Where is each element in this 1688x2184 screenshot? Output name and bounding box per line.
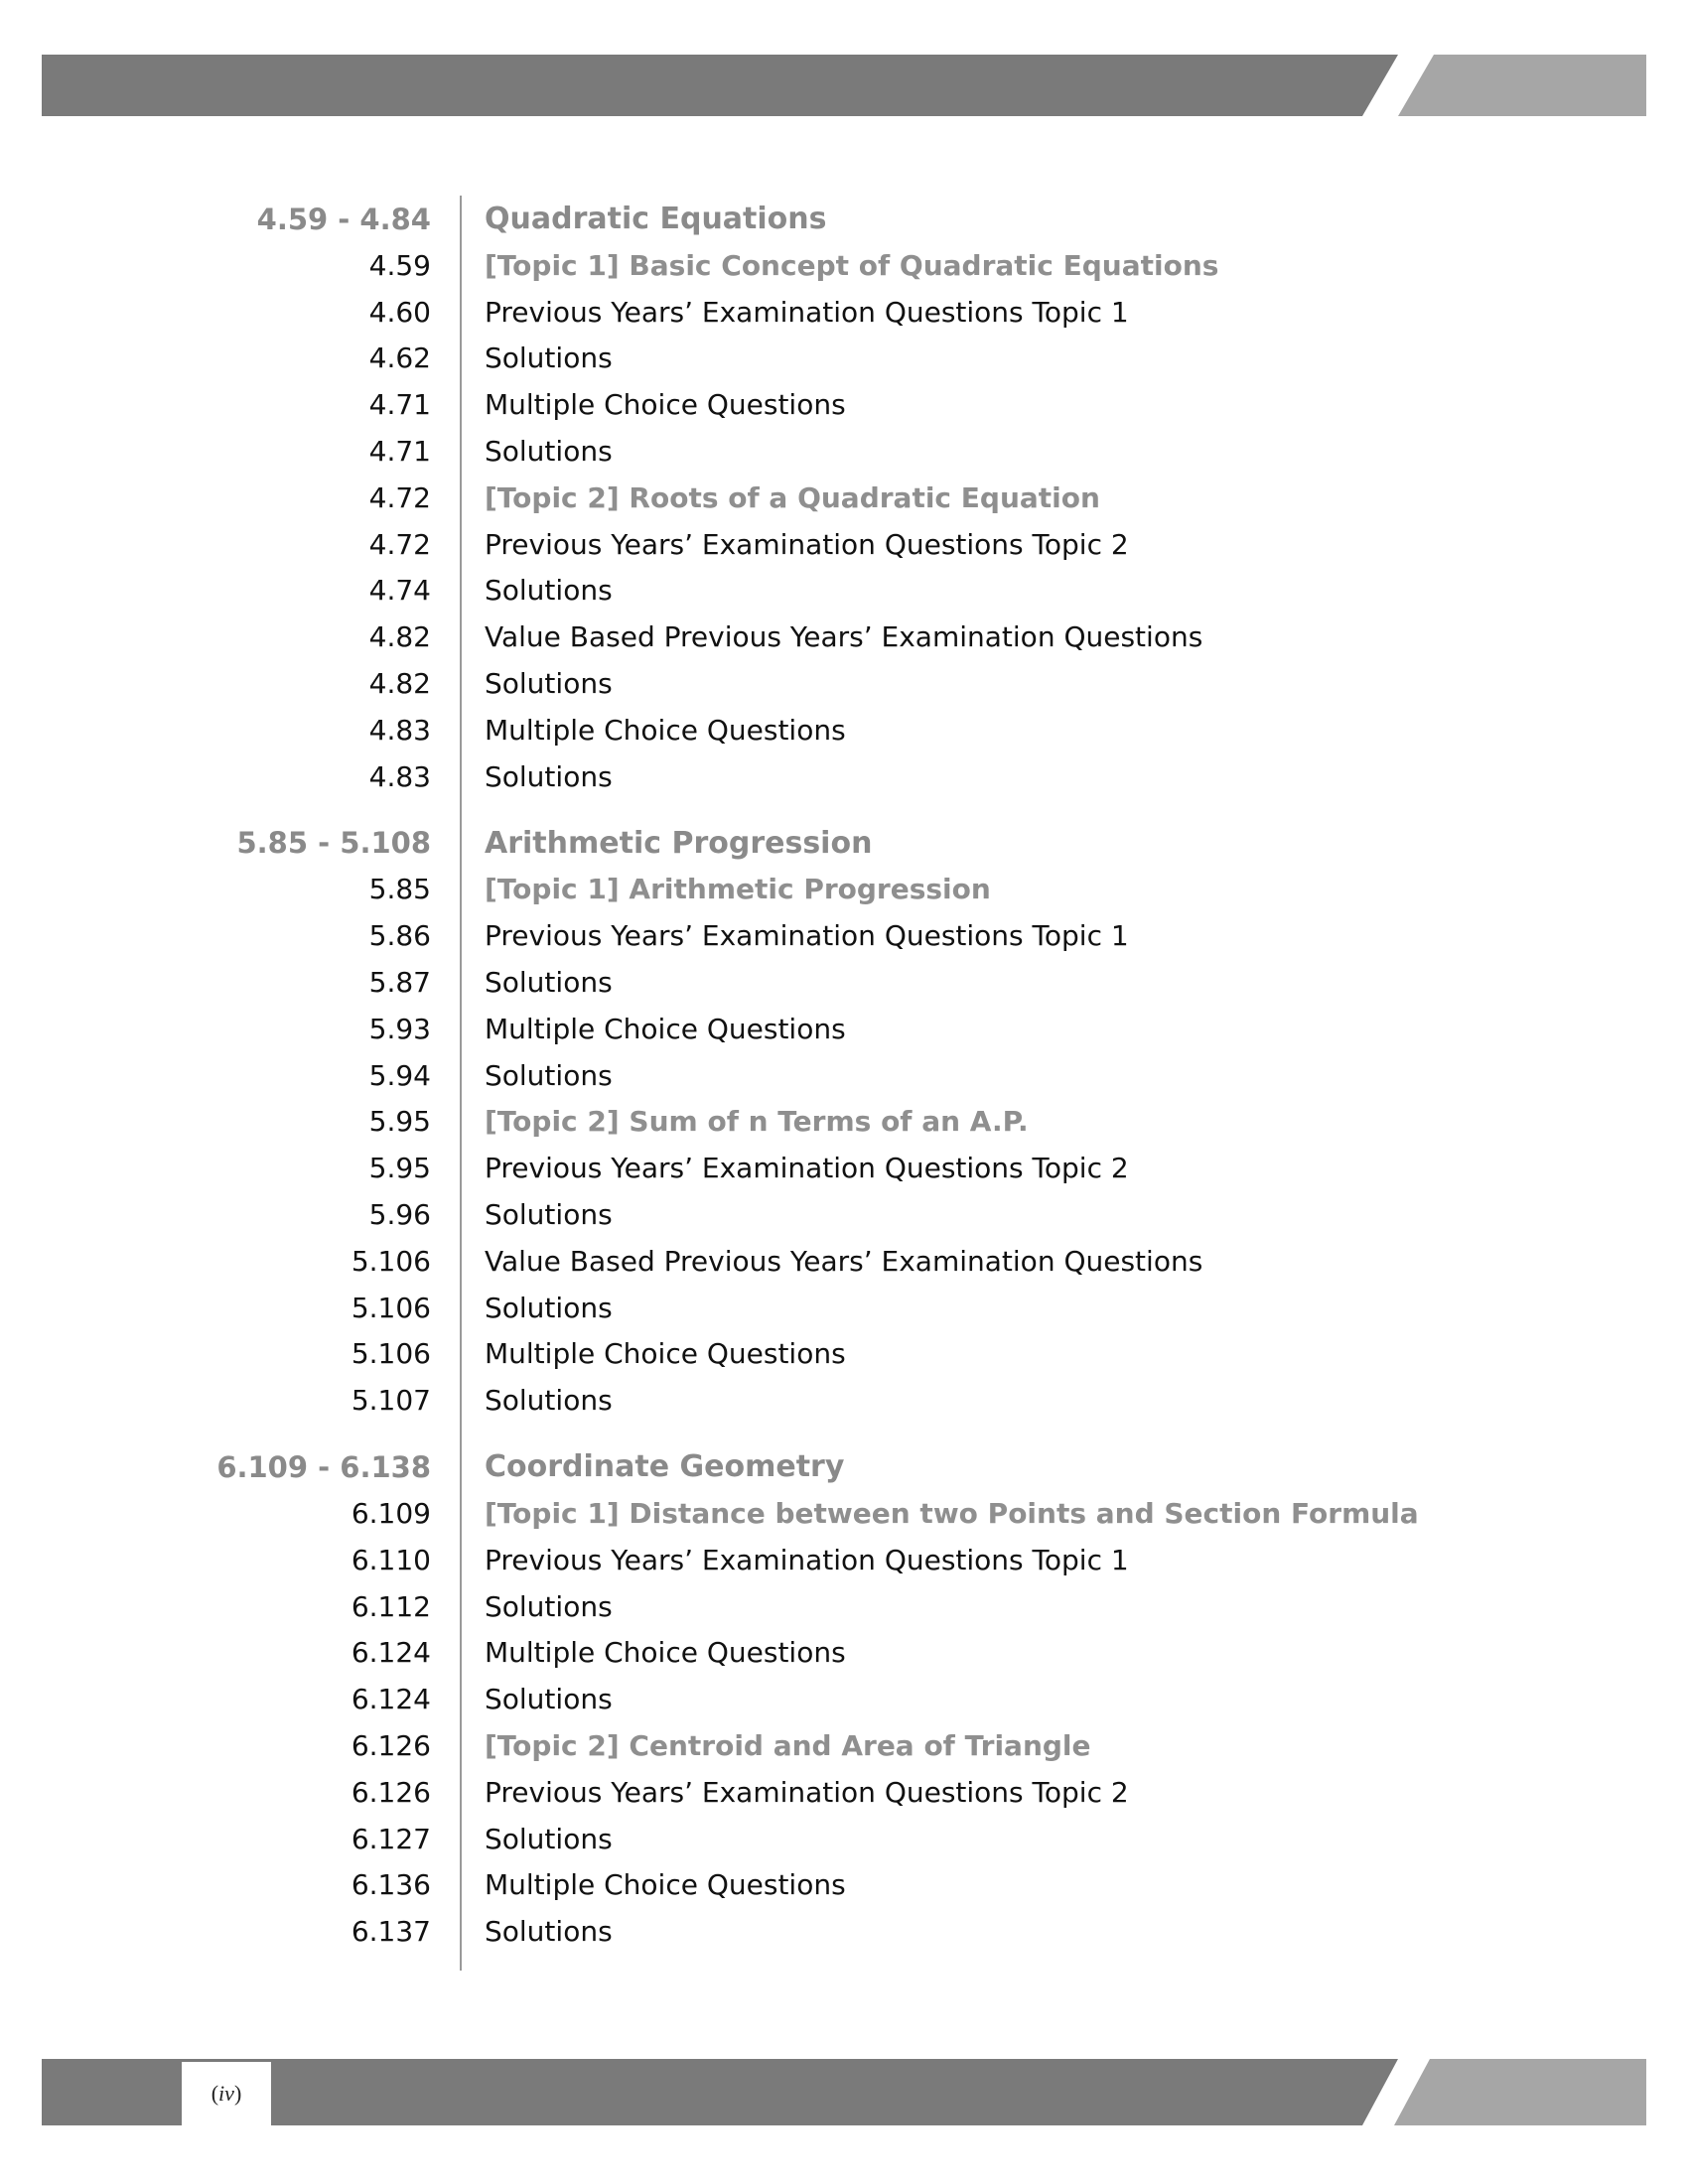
entry-page-number: 6.136 <box>351 1868 431 1902</box>
header-bar-dark <box>42 55 1398 116</box>
toc-entry[interactable] <box>0 1583 1688 1630</box>
toc-entry[interactable] <box>0 568 1688 614</box>
entry-page-number: 6.126 <box>351 1729 431 1762</box>
entry-title: Solutions <box>485 1822 613 1855</box>
toc-entry[interactable] <box>0 912 1688 959</box>
entry-page-number: 4.60 <box>368 295 431 329</box>
entry-page-number: 5.106 <box>351 1244 431 1278</box>
toc-entry[interactable] <box>0 1238 1688 1285</box>
entry-page-number: 6.110 <box>351 1543 431 1576</box>
entry-page-number: 4.71 <box>368 435 431 469</box>
entry-title: [Topic 2] Roots of a Quadratic Equation <box>485 480 1100 514</box>
toc-entry[interactable] <box>0 1537 1688 1583</box>
toc-entry[interactable] <box>0 336 1688 382</box>
topic-heading[interactable] <box>0 867 1688 913</box>
entry-title: Solutions <box>485 1198 613 1232</box>
entry-title: [Topic 1] Distance between two Points and Section Formula <box>485 1497 1419 1531</box>
toc-entry[interactable] <box>0 959 1688 1006</box>
entry-title: Previous Years’ Examination Questions Topic 2 <box>485 1775 1129 1809</box>
chapter-page-range: 6.109 - 6.138 <box>216 1449 431 1484</box>
toc-section <box>0 1443 1688 1955</box>
chapter-page-range: 5.85 - 5.108 <box>236 826 431 861</box>
entry-title: Value Based Previous Years’ Examination Questions <box>485 620 1203 654</box>
chapter-heading[interactable] <box>0 1443 1688 1490</box>
toc-entry[interactable] <box>0 707 1688 753</box>
entry-title: Solutions <box>485 435 613 469</box>
entry-title: Previous Years’ Examination Questions Topic 1 <box>485 295 1129 329</box>
toc-entry[interactable] <box>0 289 1688 336</box>
chapter-title: Arithmetic Progression <box>485 825 873 861</box>
entry-title: Solutions <box>485 759 613 793</box>
topic-heading[interactable] <box>0 242 1688 289</box>
entry-page-number: 5.106 <box>351 1337 431 1371</box>
page-number: ( iv ) <box>182 2062 271 2125</box>
entry-title: [Topic 1] Basic Concept of Quadratic Equations <box>485 248 1219 282</box>
entry-title: Multiple Choice Questions <box>485 1868 846 1902</box>
entry-title: Previous Years’ Examination Questions Topic 2 <box>485 527 1129 561</box>
entry-title: Solutions <box>485 966 613 1000</box>
entry-page-number: 5.87 <box>368 966 431 1000</box>
entry-page-number: 4.71 <box>368 388 431 422</box>
toc-entry[interactable] <box>0 1377 1688 1424</box>
entry-page-number: 6.109 <box>351 1497 431 1531</box>
toc-entry[interactable] <box>0 1908 1688 1955</box>
topic-heading[interactable] <box>0 1490 1688 1537</box>
entry-page-number: 6.137 <box>351 1915 431 1949</box>
entry-page-number: 4.59 <box>368 248 431 282</box>
entry-title: Multiple Choice Questions <box>485 388 846 422</box>
entry-title: Solutions <box>485 1291 613 1324</box>
toc-entry[interactable] <box>0 521 1688 568</box>
toc-entry[interactable] <box>0 1191 1688 1238</box>
toc-entry[interactable] <box>0 1006 1688 1052</box>
toc-entry[interactable] <box>0 1862 1688 1909</box>
entry-page-number: 5.85 <box>368 873 431 906</box>
entry-title: [Topic 2] Sum of n Terms of an A.P. <box>485 1105 1029 1139</box>
entry-page-number: 6.112 <box>351 1589 431 1623</box>
entry-page-number: 4.74 <box>368 574 431 608</box>
toc-entry[interactable] <box>0 1052 1688 1099</box>
entry-page-number: 5.96 <box>368 1198 431 1232</box>
entry-page-number: 5.94 <box>368 1058 431 1092</box>
entry-page-number: 6.126 <box>351 1775 431 1809</box>
entry-title: Solutions <box>485 574 613 608</box>
toc-entry[interactable] <box>0 753 1688 800</box>
entry-title: Multiple Choice Questions <box>485 1636 846 1670</box>
table-of-contents <box>0 196 1688 1975</box>
toc-entry[interactable] <box>0 381 1688 428</box>
entry-page-number: 4.62 <box>368 341 431 375</box>
chapter-title: Coordinate Geometry <box>485 1449 845 1485</box>
entry-page-number: 4.82 <box>368 620 431 654</box>
entry-page-number: 6.124 <box>351 1683 431 1716</box>
entry-title: [Topic 2] Centroid and Area of Triangle <box>485 1729 1091 1762</box>
toc-section <box>0 820 1688 1425</box>
entry-title: Previous Years’ Examination Questions Topic 1 <box>485 919 1129 953</box>
toc-entry[interactable] <box>0 1630 1688 1677</box>
entry-page-number: 4.72 <box>368 480 431 514</box>
entry-page-number: 5.106 <box>351 1291 431 1324</box>
entry-page-number: 5.107 <box>351 1384 431 1418</box>
chapter-heading[interactable] <box>0 196 1688 242</box>
entry-title: [Topic 1] Arithmetic Progression <box>485 873 991 906</box>
header-banner <box>0 55 1688 116</box>
toc-entry[interactable] <box>0 1816 1688 1862</box>
toc-entry[interactable] <box>0 614 1688 660</box>
entry-page-number: 4.72 <box>368 527 431 561</box>
topic-heading[interactable] <box>0 1099 1688 1146</box>
page-number-value: iv <box>218 2081 234 2106</box>
entry-page-number: 5.93 <box>368 1012 431 1045</box>
footer-bar-light <box>1394 2059 1646 2125</box>
entry-page-number: 5.86 <box>368 919 431 953</box>
chapter-title: Quadratic Equations <box>485 202 827 236</box>
entry-title: Multiple Choice Questions <box>485 1337 846 1371</box>
entry-title: Multiple Choice Questions <box>485 713 846 747</box>
entry-title: Previous Years’ Examination Questions Topic 2 <box>485 1152 1129 1185</box>
entry-title: Multiple Choice Questions <box>485 1012 846 1045</box>
toc-entry[interactable] <box>0 1145 1688 1191</box>
entry-title: Value Based Previous Years’ Examination Questions <box>485 1244 1203 1278</box>
topic-heading[interactable] <box>0 1722 1688 1769</box>
entry-title: Solutions <box>485 1915 613 1949</box>
entry-page-number: 6.127 <box>351 1822 431 1855</box>
entry-title: Previous Years’ Examination Questions Topic 1 <box>485 1543 1129 1576</box>
chapter-heading[interactable] <box>0 820 1688 867</box>
entry-title: Solutions <box>485 1589 613 1623</box>
toc-entry[interactable] <box>0 1285 1688 1331</box>
entry-title: Solutions <box>485 1683 613 1716</box>
entry-page-number: 5.95 <box>368 1105 431 1139</box>
toc-entry[interactable] <box>0 660 1688 707</box>
topic-heading[interactable] <box>0 475 1688 521</box>
entry-page-number: 6.124 <box>351 1636 431 1670</box>
entry-title: Solutions <box>485 1384 613 1418</box>
entry-page-number: 5.95 <box>368 1152 431 1185</box>
chapter-page-range: 4.59 - 4.84 <box>256 202 431 236</box>
header-bar-light <box>1398 55 1646 116</box>
entry-page-number: 4.82 <box>368 667 431 701</box>
toc-entry[interactable] <box>0 428 1688 475</box>
toc-section <box>0 196 1688 800</box>
entry-title: Solutions <box>485 667 613 701</box>
toc-entry[interactable] <box>0 1769 1688 1816</box>
toc-entry[interactable] <box>0 1331 1688 1378</box>
entry-title: Solutions <box>485 1058 613 1092</box>
toc-entry[interactable] <box>0 1676 1688 1722</box>
entry-title: Solutions <box>485 341 613 375</box>
entry-page-number: 4.83 <box>368 713 431 747</box>
entry-page-number: 4.83 <box>368 759 431 793</box>
